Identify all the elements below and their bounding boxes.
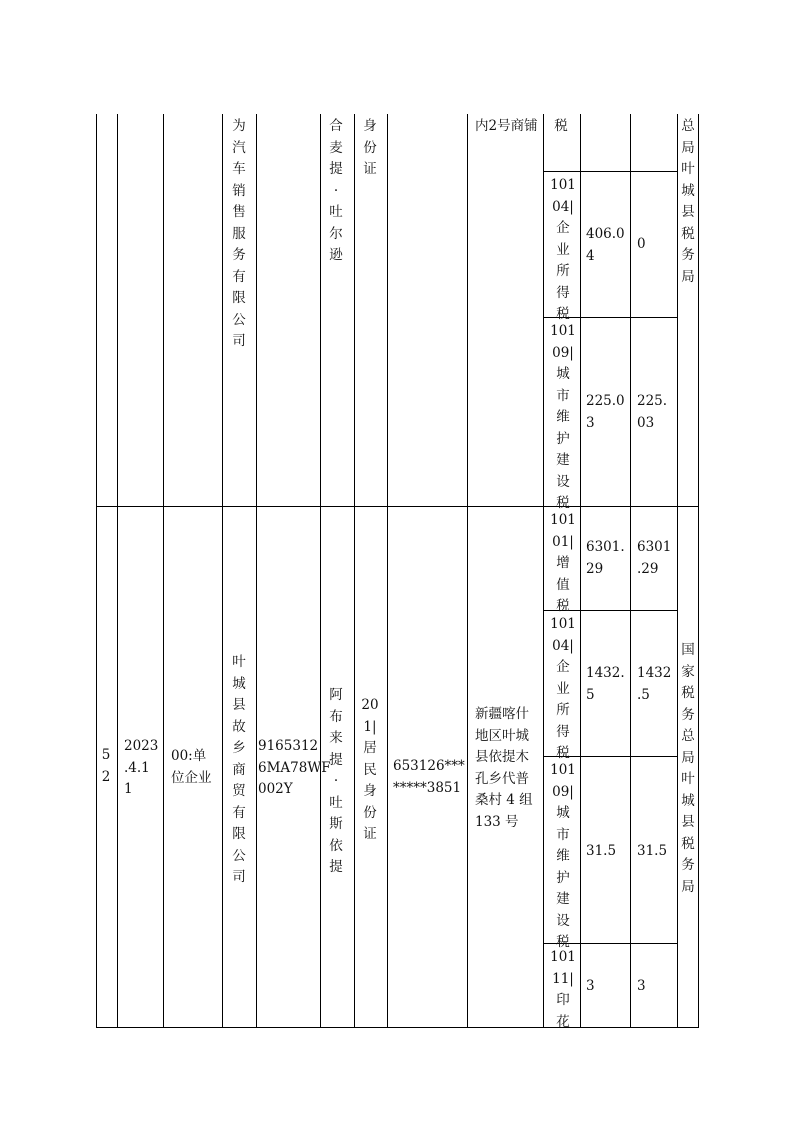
column-divider bbox=[354, 114, 355, 1028]
row-a-id-type-cell: 身 份 证 bbox=[363, 118, 377, 177]
row-b-tax-amount: 1432. 5 bbox=[586, 665, 625, 703]
row-divider bbox=[543, 171, 678, 172]
column-divider bbox=[677, 114, 678, 1028]
column-divider bbox=[630, 114, 631, 1028]
row-b-seq-cell: 5 2 bbox=[101, 747, 111, 785]
row-a-person-cell: 合 麦 提 · 吐 尔 逊 bbox=[329, 118, 343, 263]
column-divider bbox=[543, 114, 544, 1028]
row-b-type-cell: 00:单 位企业 bbox=[171, 748, 212, 786]
column-divider bbox=[256, 114, 257, 1028]
table-border-right bbox=[698, 114, 699, 1028]
row-b-tax-amount: 3 bbox=[586, 978, 595, 994]
row-a-address-cell: 内2号商铺 bbox=[475, 118, 538, 134]
table-border-left bbox=[96, 114, 97, 1028]
row-b-date-cell: 2023 .4.1 1 bbox=[124, 738, 159, 797]
row-b-address-cell: 新疆喀什 地区叶城 县依提木 孔乡代普 桑村 4 组 133 号 bbox=[475, 706, 533, 830]
column-divider bbox=[163, 114, 164, 1028]
column-divider bbox=[580, 114, 581, 1028]
row-b-tax-paid: 1432 .5 bbox=[637, 665, 672, 703]
row-b-tax-paid: 6301 .29 bbox=[637, 539, 672, 577]
row-b-authority-cell: 国 家 税 务 总 局 叶 城 县 税 务 局 bbox=[681, 642, 695, 895]
row-b-id-type-cell: 20 1| 居 民 身 份 证 bbox=[361, 697, 379, 842]
row-b-credit-code-cell: 9165312 6MA78WF 002Y bbox=[258, 738, 331, 797]
row-b-tax-amount: 6301. 29 bbox=[586, 539, 625, 577]
row-a-tax-amount: 225.0 3 bbox=[586, 393, 625, 431]
row-a-name-cell: 为 汽 车 销 售 服 务 有 限 公 司 bbox=[232, 118, 246, 349]
row-a-tax-item: 101 09| 城 市 维 护 建 设 税 bbox=[550, 323, 576, 511]
column-divider bbox=[320, 114, 321, 1028]
column-divider bbox=[222, 114, 223, 1028]
row-b-tax-amount: 31.5 bbox=[586, 843, 617, 859]
row-b-tax-item: 101 09| 城 市 维 护 建 设 税 bbox=[550, 762, 576, 950]
row-b-tax-item: 101 11| 印 花 bbox=[550, 949, 576, 1030]
row-b-person-cell: 阿 布 来 提 · 吐 斯 依 提 bbox=[329, 687, 343, 875]
row-b-id-number-cell: 653126*** *****3851 bbox=[393, 758, 465, 796]
row-a-tax-item: 101 04| 企 业 所 得 税 bbox=[550, 177, 576, 322]
row-a-tax-amount: 406.0 4 bbox=[586, 226, 625, 264]
row-b-tax-paid: 3 bbox=[637, 978, 646, 994]
row-divider bbox=[96, 506, 699, 507]
row-a-tax-item: 税 bbox=[554, 118, 568, 134]
column-divider bbox=[387, 114, 388, 1028]
row-b-tax-item: 101 01| 增 值 税 bbox=[550, 512, 576, 614]
column-divider bbox=[467, 114, 468, 1028]
row-b-tax-paid: 31.5 bbox=[637, 843, 668, 859]
row-b-tax-item: 101 04| 企 业 所 得 税 bbox=[550, 616, 576, 761]
row-a-tax-paid: 225. 03 bbox=[637, 393, 668, 431]
table-border-bottom bbox=[96, 1027, 699, 1028]
column-divider bbox=[117, 114, 118, 1028]
row-a-tax-paid: 0 bbox=[637, 236, 646, 252]
row-b-name-cell: 叶 城 县 故 乡 商 贸 有 限 公 司 bbox=[232, 654, 246, 885]
row-a-authority-cell: 总 局 叶 城 县 税 务 局 bbox=[681, 118, 695, 285]
